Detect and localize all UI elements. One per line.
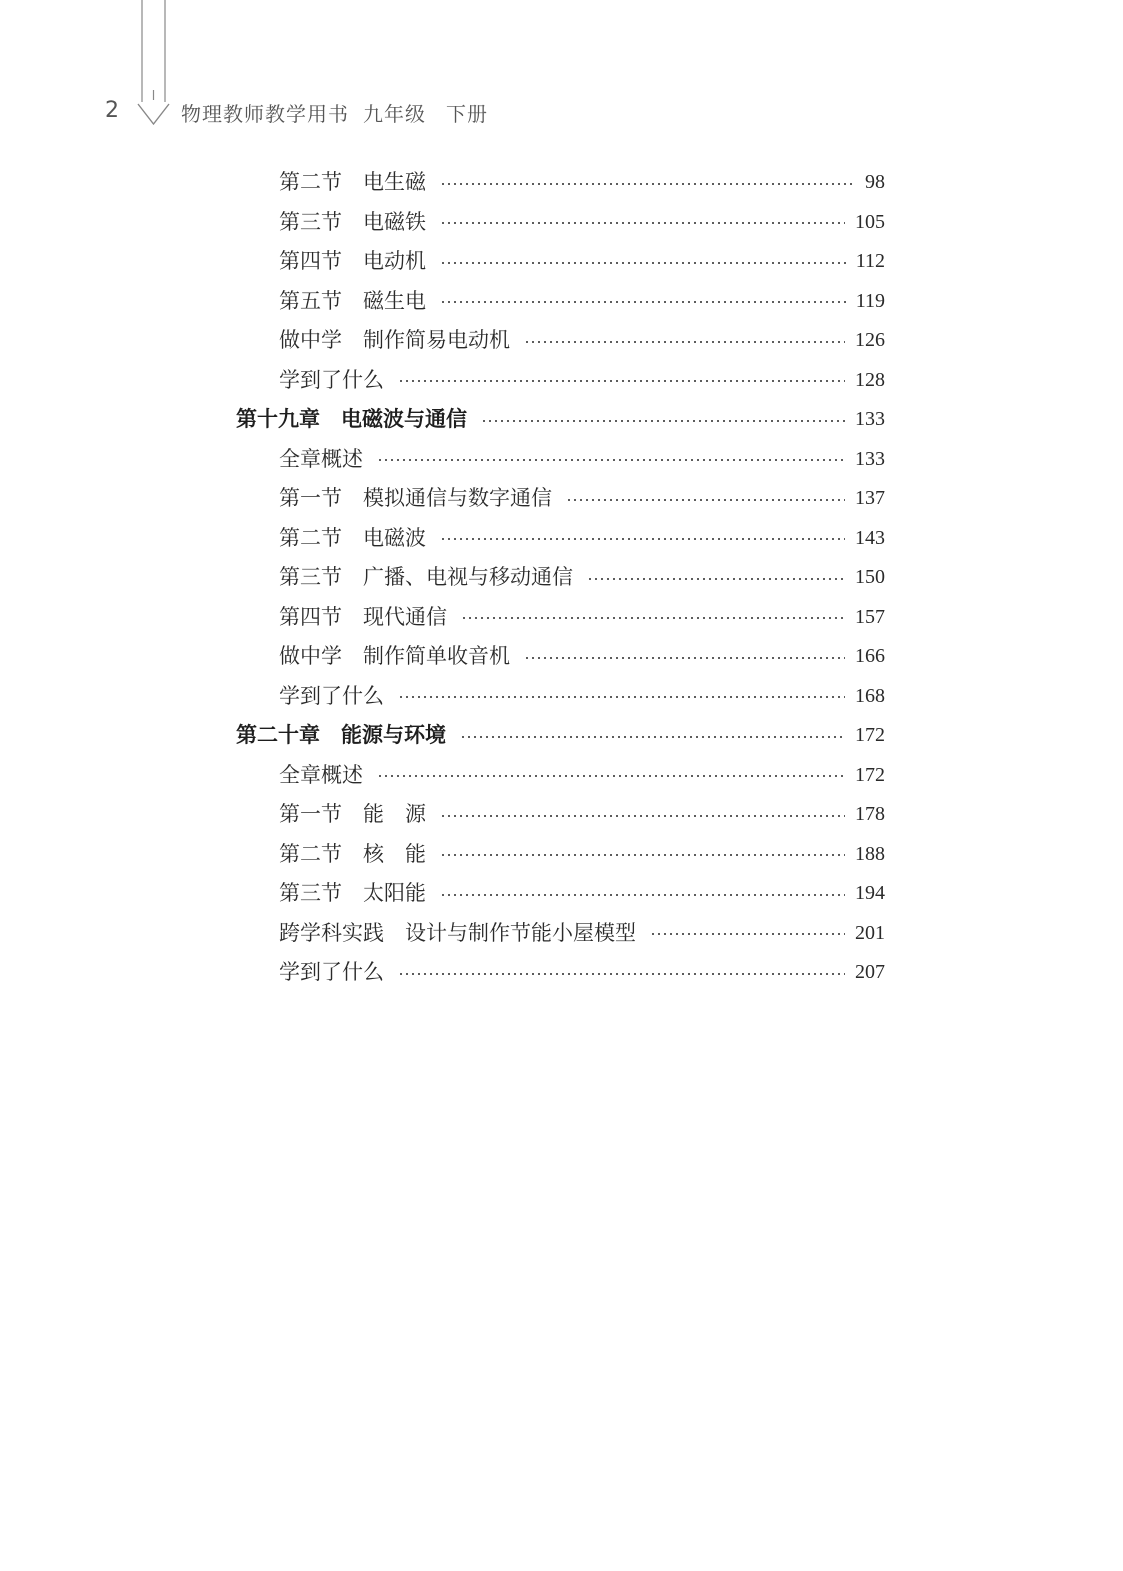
toc-section-entry[interactable] bbox=[0, 203, 885, 243]
toc-page-number: 188 bbox=[855, 842, 885, 865]
toc-page-number: 119 bbox=[855, 289, 885, 312]
toc-entry-title: 第二节 电生磁 bbox=[279, 170, 426, 194]
toc-page-number: 157 bbox=[855, 605, 885, 628]
toc-entry-title: 第一节 能 源 bbox=[279, 802, 426, 826]
dot-leader bbox=[440, 815, 845, 817]
dot-leader bbox=[440, 854, 845, 856]
toc-entry-title: 第三节 广播、电视与移动通信 bbox=[279, 565, 573, 589]
dot-leader bbox=[377, 459, 845, 461]
toc-page-number: 168 bbox=[855, 684, 885, 707]
toc-section-entry[interactable] bbox=[0, 756, 885, 796]
toc-chapter-entry[interactable] bbox=[0, 400, 885, 440]
toc-section-entry[interactable] bbox=[0, 835, 885, 875]
dot-leader bbox=[566, 499, 845, 501]
toc-page-number: 166 bbox=[855, 645, 885, 667]
toc-entry-title: 学到了什么 bbox=[279, 367, 384, 392]
book-grade: 九年级 bbox=[363, 102, 426, 126]
dot-leader bbox=[440, 222, 845, 224]
toc-section-entry[interactable] bbox=[0, 163, 885, 203]
dot-leader bbox=[481, 420, 845, 422]
toc-section-entry[interactable] bbox=[0, 914, 885, 954]
toc-page-number: 98 bbox=[865, 171, 885, 193]
dot-leader bbox=[440, 538, 845, 540]
dot-leader bbox=[587, 578, 845, 580]
toc-section-entry[interactable] bbox=[0, 874, 885, 914]
toc-entry-title: 第五节 磁生电 bbox=[279, 288, 426, 313]
toc-entry-title: 全章概述 bbox=[279, 762, 363, 787]
toc-page-number: 194 bbox=[855, 882, 885, 904]
dot-leader bbox=[524, 657, 845, 659]
toc-section-entry[interactable] bbox=[0, 637, 885, 677]
toc-page-number: 137 bbox=[855, 487, 885, 509]
toc-entry-title: 第三节 电磁铁 bbox=[279, 209, 426, 234]
pencil-icon bbox=[136, 0, 172, 130]
toc-page-number: 172 bbox=[855, 763, 885, 786]
toc-page-number: 126 bbox=[855, 329, 885, 351]
dot-leader bbox=[650, 933, 845, 935]
toc-entry-title: 学到了什么 bbox=[279, 960, 384, 984]
toc-page-number: 172 bbox=[855, 724, 885, 746]
toc-page-number: 133 bbox=[855, 408, 885, 430]
toc-page-number: 128 bbox=[855, 368, 885, 391]
running-header bbox=[181, 98, 488, 127]
toc-section-entry[interactable] bbox=[0, 361, 885, 401]
toc-section-entry[interactable] bbox=[0, 953, 885, 993]
dot-leader bbox=[440, 183, 855, 185]
toc-entry-title: 第三节 太阳能 bbox=[279, 881, 426, 905]
dot-leader bbox=[440, 262, 846, 264]
toc-entry-title: 做中学 制作简易电动机 bbox=[279, 328, 510, 352]
toc-section-entry[interactable] bbox=[0, 282, 885, 322]
toc-entry-title: 学到了什么 bbox=[279, 683, 384, 708]
dot-leader bbox=[524, 341, 845, 343]
toc-chapter-entry[interactable] bbox=[0, 716, 885, 756]
toc-entry-title: 第二节 核 能 bbox=[279, 841, 426, 866]
toc-entry-title: 跨学科实践 设计与制作节能小屋模型 bbox=[279, 920, 636, 945]
toc-page-number: 112 bbox=[855, 250, 885, 272]
toc-page-number: 143 bbox=[855, 526, 885, 549]
dot-leader bbox=[377, 775, 845, 777]
toc-page-number: 150 bbox=[855, 566, 885, 588]
toc-page-number: 105 bbox=[855, 210, 885, 233]
toc-section-entry[interactable] bbox=[0, 795, 885, 835]
toc-entry-title: 第一节 模拟通信与数字通信 bbox=[279, 486, 552, 510]
dot-leader bbox=[398, 696, 845, 698]
toc-section-entry[interactable] bbox=[0, 677, 885, 717]
toc-entry-title: 第十九章 电磁波与通信 bbox=[236, 407, 467, 431]
toc-section-entry[interactable] bbox=[0, 519, 885, 559]
book-title: 物理教师教学用书 bbox=[181, 102, 349, 126]
toc-section-entry[interactable] bbox=[0, 598, 885, 638]
dot-leader bbox=[460, 736, 845, 738]
toc-section-entry[interactable] bbox=[0, 242, 885, 282]
page-number: 2 bbox=[105, 98, 119, 123]
dot-leader bbox=[461, 617, 845, 619]
toc-entry-title: 第二节 电磁波 bbox=[279, 525, 426, 550]
toc-entry-title: 第四节 现代通信 bbox=[279, 604, 447, 629]
dot-leader bbox=[398, 380, 845, 382]
toc-page-number: 207 bbox=[855, 961, 885, 983]
toc-page-number: 201 bbox=[855, 921, 885, 944]
toc-entry-title: 全章概述 bbox=[279, 446, 363, 471]
toc-page-number: 178 bbox=[855, 803, 885, 825]
toc-section-entry[interactable] bbox=[0, 440, 885, 480]
toc-section-entry[interactable] bbox=[0, 558, 885, 598]
toc-entry-title: 第四节 电动机 bbox=[279, 249, 426, 273]
dot-leader bbox=[440, 894, 845, 896]
toc-section-entry[interactable] bbox=[0, 479, 885, 519]
toc-entry-title: 第二十章 能源与环境 bbox=[236, 723, 446, 747]
book-volume: 下册 bbox=[446, 102, 488, 126]
dot-leader bbox=[398, 973, 845, 975]
toc-page-number: 133 bbox=[855, 447, 885, 470]
dot-leader bbox=[440, 301, 846, 303]
toc-section-entry[interactable] bbox=[0, 321, 885, 361]
table-of-contents bbox=[0, 163, 1123, 993]
toc-entry-title: 做中学 制作简单收音机 bbox=[279, 644, 510, 668]
